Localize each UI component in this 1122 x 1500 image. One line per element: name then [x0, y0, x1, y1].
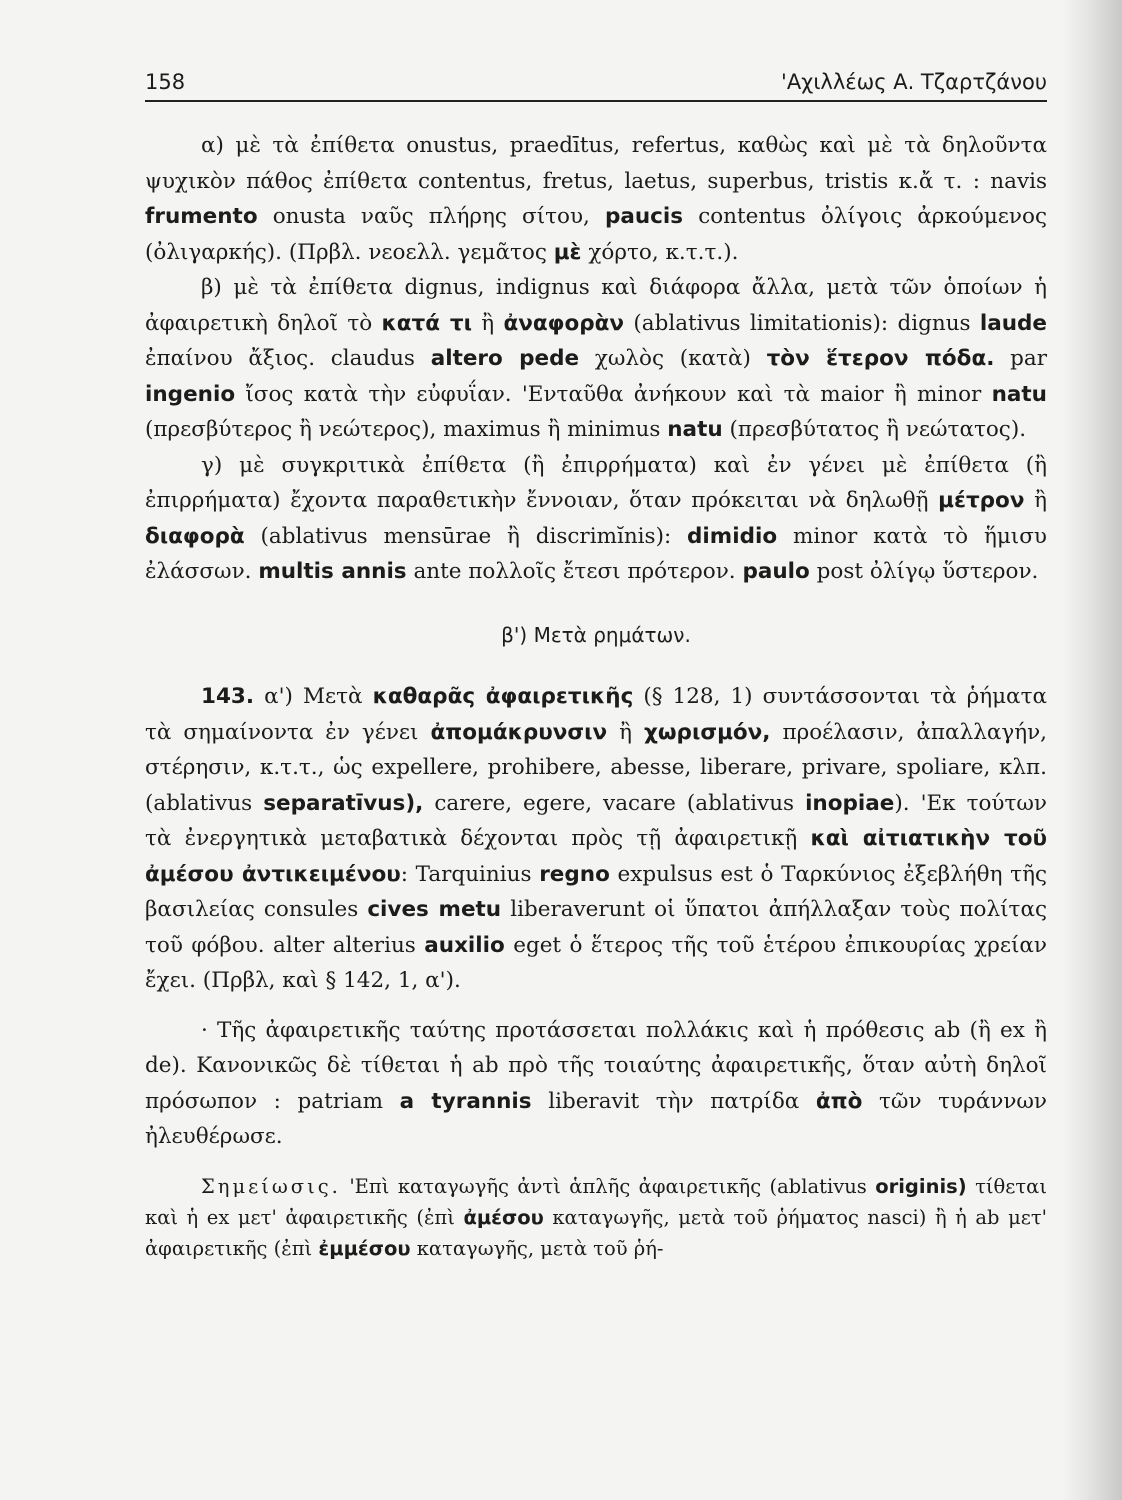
paragraph-143: 143. α') Μετὰ καθαρᾶς ἀφαιρετικῆς (§ 128, 1) συντάσσονται τὰ ῥήματα τὰ σημαίνοντα ἐν γένει ἀπομάκρυνσιν ἢ χωρισμόν, προέλασιν, ἀπαλλαγήν, στέρησιν, κ.τ.τ., ὡς expellere, prohibere, abesse, liberare, privare, spoliare, κλπ. (ablativus separatīvus), carere, egere, vacare (ablativus inopiae). 'Εκ τούτων τὰ ἐνεργητικὰ μεταβατικὰ δέχονται πρὸς τῇ ἀφαιρετικῇ καὶ αἰτιατικὴν τοῦ ἀμέσου ἀντικειμένου: Tarquinius regno expulsus est ὁ Ταρκύνιος ἐξεβλήθη τῆς βασιλείας consules cives metu liberaverunt οἱ ὕπατοι ἀπήλλαξαν τοὺς πολίτας τοῦ φόβου. alter alterius auxilio eget ὁ ἕτερος τῆς τοῦ ἑτέρου ἐπικουρίας χρείαν ἔχει. (Πρβλ, καὶ § 142, 1, α'). [145, 684, 1048, 993]
paragraph-b: β) μὲ τὰ ἐπίθετα dignus, indignus καὶ διάφορα ἄλλα, μετὰ τῶν ὁποίων ἡ ἀφαιρετικὴ δηλοῖ τὸ κατά τι ἢ ἀναφορὰν (ablativus limitationis): dignus laude ἐπαίνου ἄξιος. claudus altero pede χωλὸς (κατὰ) τὸν ἕτερον πόδα. par ingenio ἴσος κατὰ τὴν εὐφυΐαν. 'Ενταῦθα ἀνήκουν καὶ τὰ maior ἢ minor natu (πρεσβύτερος ἢ νεώτερος), maximus ἢ minimus natu (πρεσβύτατος ἢ νεώτατος). [145, 275, 1048, 442]
page-number: 158 [145, 70, 186, 94]
paragraph-a: α) μὲ τὰ ἐπίθετα onustus, praedītus, refertus, καθὼς καὶ μὲ τὰ δηλοῦντα ψυχικὸν πάθος ἐπίθετα contentus, fretus, laetus, superbus, tristis κ.ἄ τ. : navis frumento onusta ναῦς πλήρης σίτου, paucis contentus ὀλίγοις ἀρκούμενος (ὀλιγαρκής). (Πρβλ. νεοελλ. γεμᾶτος μὲ χόρτο, κ.τ.τ.). [145, 133, 1047, 265]
note-label: Σημείωσις. [201, 1174, 341, 1198]
page-header [145, 70, 1047, 100]
body-text [145, 128, 1047, 1155]
paragraph-preposition: · Τῆς ἀφαιρετικῆς ταύτης προτάσσεται πολλάκις καὶ ἡ πρόθεσις ab (ἢ ex ἢ de). Κανονικῶς δὲ τίθεται ἡ ab πρὸ τῆς τοιαύτης ἀφαιρετικῆς, ὅταν αὐτὴ δηλοῖ πρόσωπον : patriam a tyrannis liberavit τὴν πατρίδα ἀπὸ τῶν τυράννων ἠλευθέρωσε. [145, 1017, 1047, 1149]
book-page [145, 70, 1047, 1264]
section-subheading: β') Μετὰ ρημάτων. [501, 622, 691, 647]
header-rule [145, 100, 1047, 102]
running-title: 'Αχιλλέως Α. Τζαρτζάνου [781, 70, 1047, 94]
paragraph-c: γ) μὲ συγκριτικὰ ἐπίθετα (ἢ ἐπιρρήματα) καὶ ἐν γένει μὲ ἐπίθετα (ἢ ἐπιρρήματα) ἔχοντα παραθετικὴν ἔννοιαν, ὅταν πρόκειται νὰ δηλωθῇ μέτρον ἢ διαφορὰ (ablativus mensūrae ἢ discrimĭnis): dimidio minor κατὰ τὸ ἥμισυ ἐλάσσων. multis annis ante πολλοῖς ἔτεσι πρότερον. paulo post ὀλίγῳ ὕστερον. [145, 452, 1048, 584]
footnote-remark: Σημείωσις. 'Επὶ καταγωγῆς ἀντὶ ἁπλῆς ἀφαιρετικῆς (ablativus originis) τίθεται καὶ ἡ ex μετ' ἀφαιρετικῆς (ἐπὶ ἀμέσου καταγωγῆς, μετὰ τοῦ ῥήματος nasci) ἢ ἡ ab μετ' ἀφαιρετικῆς (ἐπὶ ἐμμέσου καταγωγῆς, μετὰ τοῦ ῥή- [145, 1174, 1048, 1260]
page-edge-shadow [1062, 0, 1122, 1500]
